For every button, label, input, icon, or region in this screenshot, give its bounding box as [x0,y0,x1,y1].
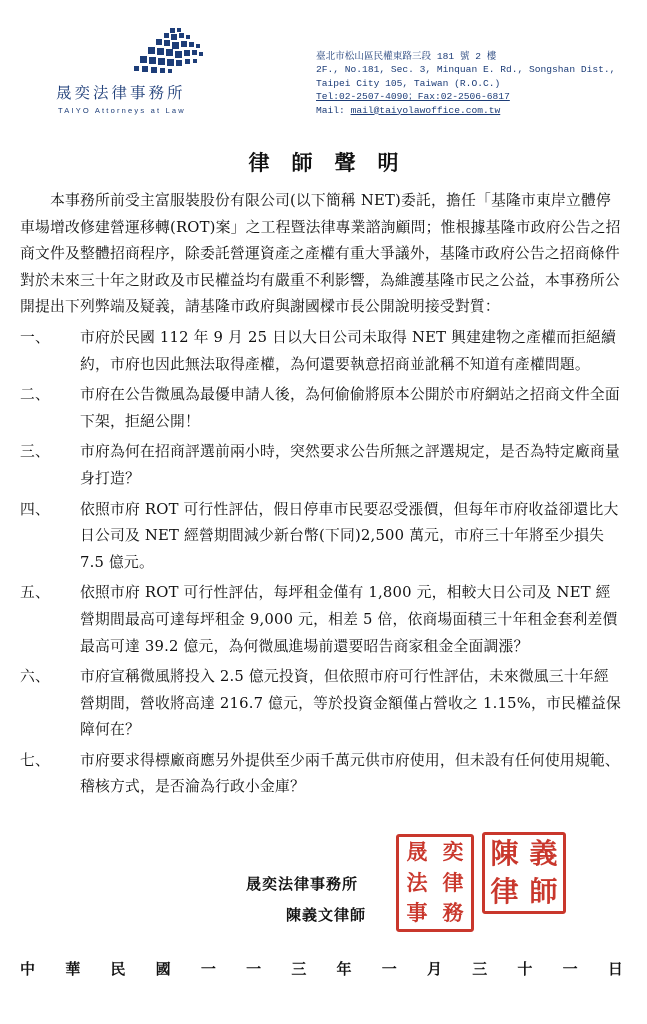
date-char: 三 [291,960,307,978]
seal-char: 陳 [490,837,519,870]
date-char: 三 [472,960,488,978]
date-char: 日 [607,960,623,978]
lawyer-seal-stamp [482,832,566,914]
item-text: 依照市府 ROT 可行性評估，每坪租金僅有 1,800 元，相較大日公司及 NET 經營期間最高可達每坪租金 9,000 元，相差 5 倍，依商場面積三十年租金套利差價最高可達 39.2 億元，為何微風進場前還要昭告商家租金全面調漲？ [80,584,618,655]
date-char: 一 [562,960,578,978]
date-char: 一 [246,960,262,978]
item-text: 市府要求得標廠商應另外提供至少兩千萬元供市府使用，但未設有任何使用規範、稽核方式，是否淪為行政小金庫？ [80,751,620,796]
firm-seal-stamp [396,834,474,932]
item-list [20,325,623,801]
item-number: 五、 [20,584,50,602]
signature-lawyer: 陳義文律師 [286,906,367,924]
address-block [316,50,636,117]
list-item [20,382,623,435]
list-item [20,580,623,660]
page-title: 律師聲明 [248,151,421,175]
item-text: 依照市府 ROT 可行性評估，假日停車市民要忍受漲價，但每年市府收益卻還比大日公司及 NET 經營期間減少新台幣(下同)2,500 萬元，市府三十年將至少損失 7.5 億元。 [80,500,619,571]
signature-firm: 晟奕法律事務所 [246,875,359,893]
firm-seal-characters [399,837,471,929]
list-item [20,664,623,744]
intro-paragraph: 本事務所前受主富服裝股份有限公司(以下簡稱 NET)委託，擔任「基隆市東岸立體停車場增改修建營運移轉(ROT)案」之工程暨法律專業諮詢顧問；惟根據基隆市政府公告之招商文件及整體招商程序，除委託營運資產之產權有重大爭議外，基隆市政府公告之招商條件對於未來三十年之財政及市民權益均有嚴重不利影響，為維護基隆市民之公益，本事務所公開提出下列弊端及疑義，請基隆市政府與謝國樑市長公開說明接受對質： [20,192,621,316]
address-en-line-1: 2F., No.181, Sec. 3, Minquan E. Rd., Songshan Dist., [316,64,616,76]
firm-name-en: TAIYO Attorneys at Law [58,106,186,115]
list-item [20,439,623,492]
date-char: 中 [20,960,36,978]
seal-char: 晟 [406,839,428,864]
seal-char: 律 [442,869,464,895]
taiyo-firm-logo-icon [108,26,228,78]
date-char: 一 [381,960,397,978]
date-char: 十 [517,960,533,978]
seal-char: 奕 [442,839,464,864]
address-zh: 臺北市松山區民權東路三段 181 號 2 樓 [316,51,497,62]
firm-name-zh: 晟奕法律事務所 [56,84,186,102]
date-char: 月 [426,960,442,978]
seal-char: 義 [529,837,558,870]
seal-char: 事 [406,900,428,926]
address-en-line-2: Taipei City 105, Taiwan (R.O.C.) [316,77,501,89]
item-text: 市府在公告微風為最優申請人後，為何偷偷將原本公開於市府網站之招商文件全面下架，拒絕公開！ [80,386,620,430]
list-item [20,325,623,378]
date-char: 華 [65,960,81,978]
list-item [20,748,623,801]
item-number: 二、 [20,386,50,404]
seal-char: 律 [490,875,519,908]
lawyer-seal-characters [485,835,563,911]
document-date [20,958,623,979]
item-number: 一、 [20,328,50,346]
item-text: 市府於民國 112 年 9 月 25 日以大日公司未取得 NET 興建建物之產權而拒絕續約，市府也因此無法取得產權，為何還要執意招商並訛稱不知道有產權問題。 [80,328,617,373]
item-number: 三、 [20,443,50,461]
mail-label: Mail: [316,104,345,116]
seal-char: 務 [442,900,464,926]
item-number: 七、 [20,751,50,769]
seal-char: 法 [406,869,428,895]
mail-line [316,104,636,117]
item-text: 市府為何在招商評選前兩小時，突然要求公告所無之評選規定，是否為特定廠商量身打造？ [80,443,620,487]
date-char: 國 [155,960,171,978]
item-text: 市府宣稱微風將投入 2.5 億元投資，但依照市府可行性評估，未來微風三十年經營期間，營收將高達 216.7 億元，等於投資金額僅占營收之 1.15%，市民權益保障何在？ [80,668,621,739]
list-item [20,497,623,577]
mail-link[interactable]: mail@taiyolawoffice.com.tw [350,104,501,116]
seal-char: 師 [529,875,558,908]
date-char: 年 [336,960,352,978]
date-char: 一 [200,960,216,978]
tel-fax-link[interactable]: Tel:02-2507-4090；Fax:02-2506-6817 [316,91,510,103]
item-number: 四、 [20,500,50,518]
date-char: 民 [110,960,126,978]
statement-body [20,188,623,801]
item-number: 六、 [20,668,50,686]
